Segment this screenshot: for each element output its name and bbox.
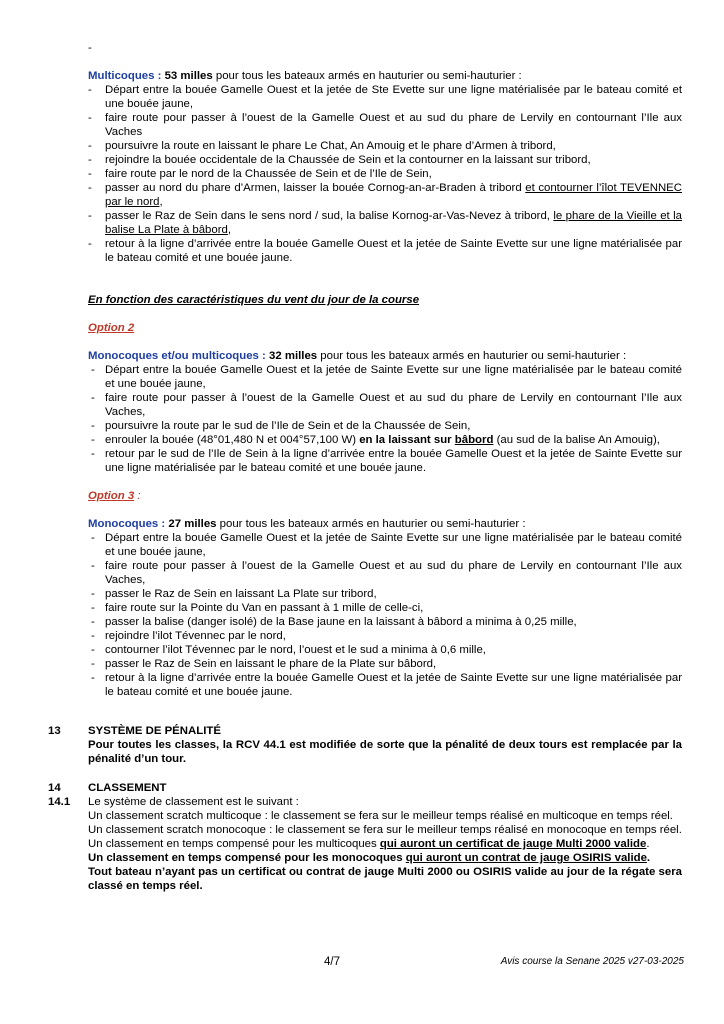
subsection-title: Le système de classement est le suivant : — [88, 796, 299, 808]
list-item: - enrouler la bouée (48°01,480 N et 004°57,100 W) en la laissant sur bâbord (au sud de la balise An Amouig), — [88, 433, 682, 447]
list-item: - poursuivre la route en laissant le phare Le Chat, An Amouig et le phare d’Armen à tribord, — [88, 139, 682, 153]
paragraph: Tout bateau n’ayant pas un certificat ou contrat de jauge Multi 2000 ou OSIRIS valide au jour de la régate sera classé en temps réel. — [88, 866, 682, 892]
paragraph: Un classement scratch multicoque : le classement se fera sur le meilleur temps réalisé en multicoque en temps réel. — [88, 810, 673, 822]
option3-distance: 27 milles — [168, 518, 217, 530]
section-14 — [48, 781, 682, 893]
list-item: - faire route pour passer à l’ouest de la Gamelle Ouest et au sud du phare de Lervily en contournant l’Ile aux Vaches, — [88, 391, 682, 419]
list-item: - retour par le sud de l’Ile de Sein à la ligne d’arrivée entre la bouée Gamelle Ouest et la jetée de Sainte Evette sur une ligne matérialisée par le bateau comité et une bouée jaune. — [88, 447, 682, 475]
multi-route-list — [88, 83, 682, 265]
list-item: - poursuivre la route par le sud de l’Ile de Sein et de la Chaussée de Sein, — [88, 419, 682, 433]
underlined-text: qui auront un contrat de jauge OSIRIS valide — [405, 852, 647, 864]
underlined-text: et contourner l’îlot TEVENNEC par le nord — [105, 182, 682, 208]
option2-label: Monocoques et/ou multicoques : — [88, 350, 266, 362]
document-reference: Avis course la Senane 2025 v27-03-2025 — [500, 956, 684, 967]
list-item: - rejoindre la bouée occidentale de la Chaussée de Sein et la contourner en la laissant sur tribord, — [88, 153, 682, 167]
list-item: - passer au nord du phare d’Armen, laisser la bouée Cornog-an-ar-Braden à tribord et contourner l’îlot TEVENNEC par le nord, — [88, 181, 682, 209]
list-item: - rejoindre l’ilot Tévennec par le nord, — [88, 629, 682, 643]
option2-intro — [88, 349, 682, 363]
race-routes-section — [88, 41, 682, 699]
list-item: - passer le Raz de Sein en laissant le phare de la Plate sur bâbord, — [88, 657, 682, 671]
list-item: - retour à la ligne d’arrivée entre la bouée Gamelle Ouest et la jetée de Sainte Evette sur une ligne matérialisée par le bateau comité et une bouée jaune. — [88, 237, 682, 265]
option2-title-line — [88, 321, 682, 335]
list-item: - passer le Raz de Sein dans le sens nord / sud, la balise Kornog-ar-Vas-Nevez à tribord, le phare de la Vieille et la balise La Plate à bâbord, — [88, 209, 682, 237]
section-number: 13 — [48, 725, 61, 737]
list-item: - Départ entre la bouée Gamelle Ouest et la jetée de Sainte Evette sur une ligne matérialisée par le bateau comité et une bouée jaune, — [88, 363, 682, 391]
option3-intro — [88, 517, 682, 531]
list-item: - passer le Raz de Sein en laissant La Plate sur tribord, — [88, 587, 682, 601]
section-title: SYSTÈME DE PÉNALITÉ — [88, 725, 221, 737]
option3-route-list — [88, 531, 682, 699]
option2-route-list — [88, 363, 682, 475]
list-item: - Départ entre la bouée Gamelle Ouest et la jetée de Ste Evette sur une ligne matérialisée par le bateau comité et une bouée jaune, — [88, 83, 682, 111]
list-item: - Départ entre la bouée Gamelle Ouest et la jetée de Sainte Evette sur une ligne matérialisée par le bateau comité et une bouée jaune, — [88, 531, 682, 559]
section-13 — [48, 724, 682, 766]
list-item: - faire route sur la Pointe du Van en passant à 1 mille de celle-ci, — [88, 601, 682, 615]
option3-label: Monocoques : — [88, 518, 166, 530]
underlined-text: qui auront un certificat de jauge Multi 2000 valide — [379, 838, 647, 850]
option2-intro-rest: pour tous les bateaux armés en hauturier ou semi-hauturier : — [317, 350, 627, 362]
list-item: - faire route pour passer à l’ouest de la Gamelle Ouest et au sud du phare de Lervily en contournant l’Ile aux Vaches — [88, 111, 682, 139]
multi-label: Multicoques : — [88, 70, 162, 82]
list-item: - contourner l’ilot Tévennec par le nord, l’ouest et le sud a minima à 0,6 mille, — [88, 643, 682, 657]
list-item: - faire route pour passer à l’ouest de la Gamelle Ouest et au sud du phare de Lervily en contournant l’Ile aux Vaches, — [88, 559, 682, 587]
page-number: 4/7 — [324, 956, 340, 968]
list-item: - passer la balise (danger isolé) de la Base jaune en la laissant à bâbord a minima à 0,25 mille, — [88, 615, 682, 629]
subsection-number: 14.1 — [48, 796, 71, 808]
section-number: 14 — [48, 782, 61, 794]
underlined-text: bâbord — [454, 434, 494, 446]
option2-title: Option 2 — [88, 322, 135, 334]
leading-dash: - — [88, 42, 92, 54]
section-text: Pour toutes les classes, la RCV 44.1 est modifiée de sorte que la pénalité de deux tours est remplacée par la pénalité d’un tour. — [88, 739, 682, 765]
underlined-text: le phare de la Vieille et la balise La Plate à bâbord — [105, 210, 682, 236]
list-item: - retour à la ligne d’arrivée entre la bouée Gamelle Ouest et la jetée de Sainte Evette sur une ligne matérialisée par le bateau comité et une bouée jaune. — [88, 671, 682, 699]
wind-section-title: En fonction des caractéristiques du vent du jour de la course — [88, 294, 420, 306]
multi-intro-rest: pour tous les bateaux armés en hauturier ou semi-hauturier : — [212, 70, 522, 82]
multi-distance: 53 milles — [164, 70, 213, 82]
paragraph: Un classement scratch monocoque : le classement se fera sur le meilleur temps réalisé en monocoque en temps réel. — [88, 824, 682, 836]
page-footer — [0, 955, 724, 971]
paragraph: Un classement en temps compensé pour les multicoques qui auront un certificat de jauge Multi 2000 valide. — [88, 838, 650, 850]
list-item: - faire route par le nord de la Chaussée de Sein et de l’Ile de Sein, — [88, 167, 682, 181]
option2-distance: 32 milles — [269, 350, 318, 362]
option3-title-line: Option 3 : — [88, 490, 141, 502]
multi-intro — [88, 69, 682, 83]
section-title: CLASSEMENT — [88, 782, 167, 794]
option3-title: Option 3 — [88, 490, 135, 502]
option3-intro-rest: pour tous les bateaux armés en hauturier ou semi-hauturier : — [216, 518, 526, 530]
paragraph: Un classement en temps compensé pour les monocoques qui auront un contrat de jauge OSIRIS valide. — [88, 852, 651, 864]
